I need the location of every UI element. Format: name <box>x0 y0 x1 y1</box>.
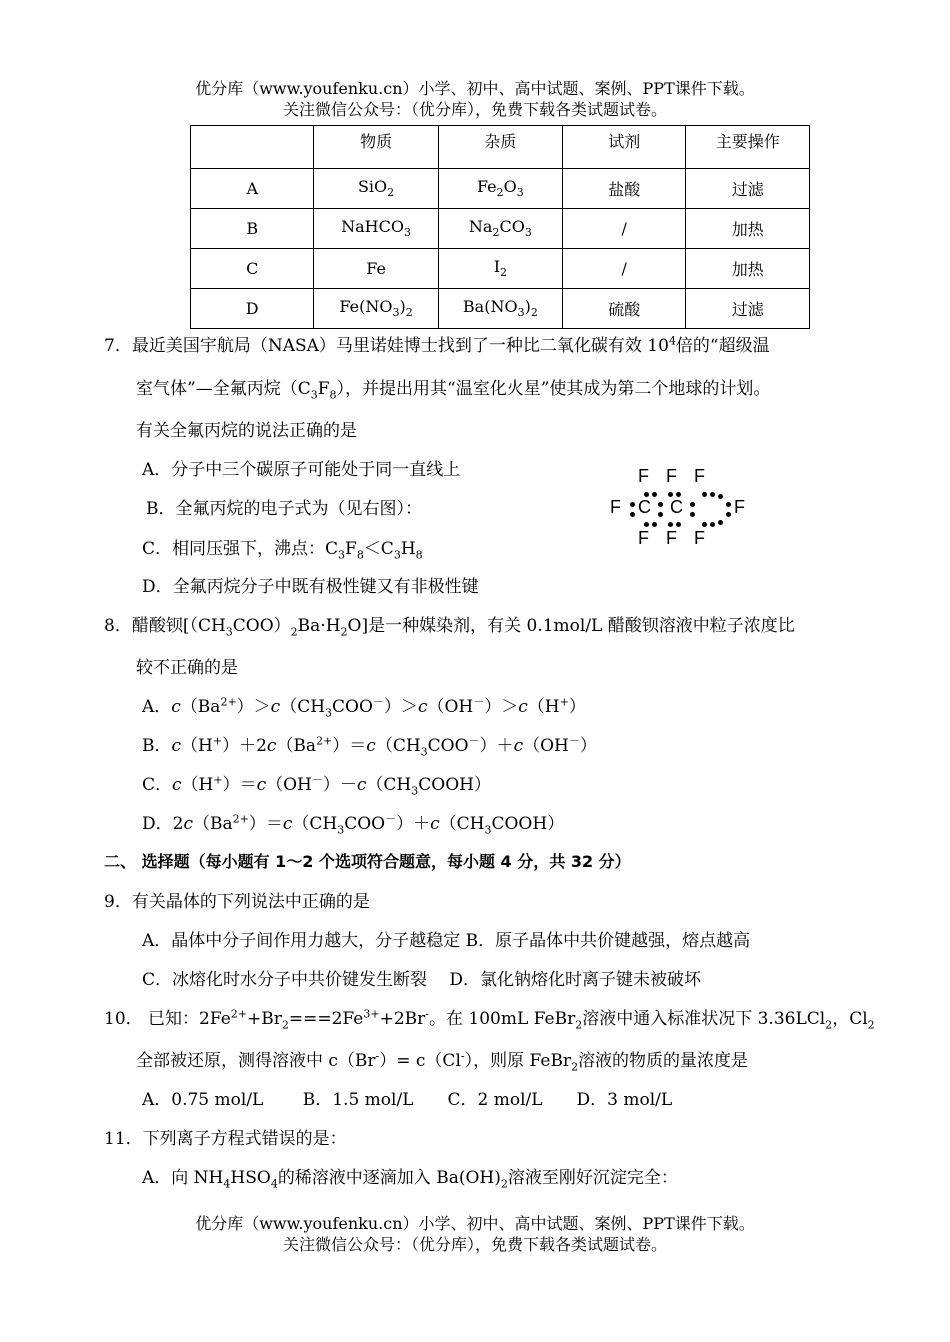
electron-dot <box>676 522 681 527</box>
footer-line-1: 优分库（www.youfenku.cn）小学、初中、高中试题、案例、PPT课件下载。 <box>195 1214 755 1233</box>
section-2-heading: 二、 选择题（每小题有 1～2 个选项符合题意，每小题 4 分，共 32 分） <box>104 852 631 871</box>
header-line-1: 优分库（www.youfenku.cn）小学、初中、高中试题、案例、PPT课件下载。 <box>195 79 755 98</box>
impurity-cell: $I_2$ <box>438 249 562 289</box>
electron-dot <box>710 522 715 527</box>
q8-stem-line-1: 8．醋酸钡$[(CH_3COO)_2Ba\cdot H_2O]$是一种媒染剂，有关 0.1mol/L 醋酸钡溶液中粒子浓度比 <box>104 616 795 639</box>
table-row <box>191 209 810 249</box>
electron-dot <box>726 512 731 517</box>
header-line-2: 关注微信公众号：（优分库），免费下载各类试题试卷。 <box>282 100 667 119</box>
table-header-cell: 主要操作 <box>686 126 810 169</box>
q9-options-ab: A．晶体中分子间作用力越大，分子越稳定 B．原子晶体中共价键越强，熔点越高 <box>142 931 751 951</box>
table-row <box>191 169 810 209</box>
electron-dot <box>630 502 635 507</box>
q11-stem: 11．下列离子方程式错误的是： <box>104 1129 347 1149</box>
q8-option-a: A．$c(Ba^{2+})>c(CH_3COO^-)>c(OH^-)>c(H^+)$ <box>142 695 586 720</box>
q7-option-d: D．全氟丙烷分子中既有极性键又有非极性键 <box>142 577 479 597</box>
electron-dot <box>658 512 663 517</box>
reagent-cell: / <box>563 209 686 249</box>
electron-dot <box>718 494 723 499</box>
formula-right-fluorine: F <box>734 497 745 517</box>
q7-option-c: C．相同压强下，沸点：$C_3F_8<C_3H_8$ <box>142 539 423 562</box>
electron-dot <box>690 512 695 517</box>
formula-left-fluorine: F <box>610 497 621 517</box>
q9-options-cd: C．冰熔化时水分子中共价键发生断裂 D．氯化钠熔化时离子键未被破坏 <box>142 970 702 990</box>
impurity-cell: $Fe_2O_3$ <box>438 169 562 209</box>
table-header-cell <box>191 126 314 169</box>
electron-dot <box>702 492 707 497</box>
electron-dot <box>726 502 731 507</box>
row-label: A <box>191 169 314 209</box>
footer-line-2: 关注微信公众号：（优分库），免费下载各类试题试卷。 <box>282 1235 667 1254</box>
purification-table <box>190 125 810 329</box>
substance-cell: NaHCO$_3$ <box>314 209 438 249</box>
q7-option-b: B．全氟丙烷的电子式为（见右图）： <box>146 499 422 519</box>
q7-stem-line-2: 室气体”—全氟丙烷$(C_3F_8)$，并提出用其“温室化火星”使其成为第二个地球的计划。 <box>136 379 771 402</box>
formula-top-fluorines: F F F <box>638 466 711 486</box>
q9-stem: 9．有关晶体的下列说法中正确的是 <box>104 892 370 912</box>
electron-dot <box>630 512 635 517</box>
electron-dot <box>702 522 707 527</box>
formula-bottom-fluorines: F F F <box>638 528 711 548</box>
q10-stem-line-2: 全部被还原，测得溶液中 c（Br-）= c（Cl-），则原 FeBr$_2$溶液的物质的量浓度是 <box>136 1049 749 1074</box>
electron-dot <box>658 502 663 507</box>
table-header-cell: 试剂 <box>563 126 686 169</box>
electron-dot <box>718 520 723 525</box>
table-header-row <box>191 126 810 169</box>
q8-option-d: D．$2c(Ba^{2+})=c(CH_3COO^-)+c(CH_3COOH)$ <box>142 812 565 837</box>
electron-dot <box>644 492 649 497</box>
formula-carbon-1: C <box>638 497 651 517</box>
impurity-cell: $Na_2CO_3$ <box>438 209 562 249</box>
electron-dot <box>710 492 715 497</box>
q10-options: A．0.75 mol/L B．1.5 mol/L C．2 mol/L D．3 mol/L <box>142 1090 673 1110</box>
substance-cell: $Fe(NO_3)_2$ <box>314 289 438 329</box>
electron-dot <box>668 522 673 527</box>
q7-stem-line-1: 7．最近美国宇航局（NASA）马里诺娃博士找到了一种比二氧化碳有效 $10^4$倍的“超级温 <box>104 334 770 356</box>
table-header-cell: 物质 <box>314 126 438 169</box>
electron-formula-diagram <box>600 466 760 551</box>
formula-carbon-2: C <box>670 497 683 517</box>
row-label: C <box>191 249 314 289</box>
electron-dot <box>690 502 695 507</box>
operation-cell: 过滤 <box>686 289 810 329</box>
electron-dot <box>644 522 649 527</box>
q7-stem-line-3: 有关全氟丙烷的说法正确的是 <box>136 421 357 441</box>
q10-stem-line-1: 10． 已知：$2Fe^{2+}+Br_2===2Fe^{3+}+2Br^-$。在 100mL FeBr$_2$溶液中通入标准状况下 3.36LCl$_2$，$Cl_2$ <box>104 1007 875 1032</box>
electron-dot <box>676 492 681 497</box>
impurity-cell: $Ba(NO_3)_2$ <box>438 289 562 329</box>
reagent-cell: / <box>563 249 686 289</box>
operation-cell: 加热 <box>686 209 810 249</box>
row-label: B <box>191 209 314 249</box>
table-row <box>191 249 810 289</box>
substance-cell: SiO$_2$ <box>314 169 438 209</box>
electron-dot <box>652 522 657 527</box>
row-label: D <box>191 289 314 329</box>
operation-cell: 过滤 <box>686 169 810 209</box>
substance-cell: Fe <box>314 249 438 289</box>
q11-option-a: A．向 $NH_4HSO_4$的稀溶液中逐滴加入 $Ba(OH)_2$溶液至刚好沉淀完全： <box>142 1168 678 1191</box>
electron-dot <box>668 492 673 497</box>
q8-option-b: B．$c(H^+)+2c(Ba^{2+})=c(CH_3COO^-)+c(OH^-)$ <box>142 734 597 759</box>
operation-cell: 加热 <box>686 249 810 289</box>
table-header-cell: 杂质 <box>438 126 562 169</box>
table-row <box>191 289 810 329</box>
q8-stem-line-2: 较不正确的是 <box>136 658 238 678</box>
q8-option-c: C．$c(H^+)=c(OH^-)-c(CH_3COOH)$ <box>142 773 491 798</box>
q7-option-a: A．分子中三个碳原子可能处于同一直线上 <box>142 460 461 480</box>
reagent-cell: 盐酸 <box>563 169 686 209</box>
electron-dot <box>652 492 657 497</box>
reagent-cell: 硫酸 <box>563 289 686 329</box>
